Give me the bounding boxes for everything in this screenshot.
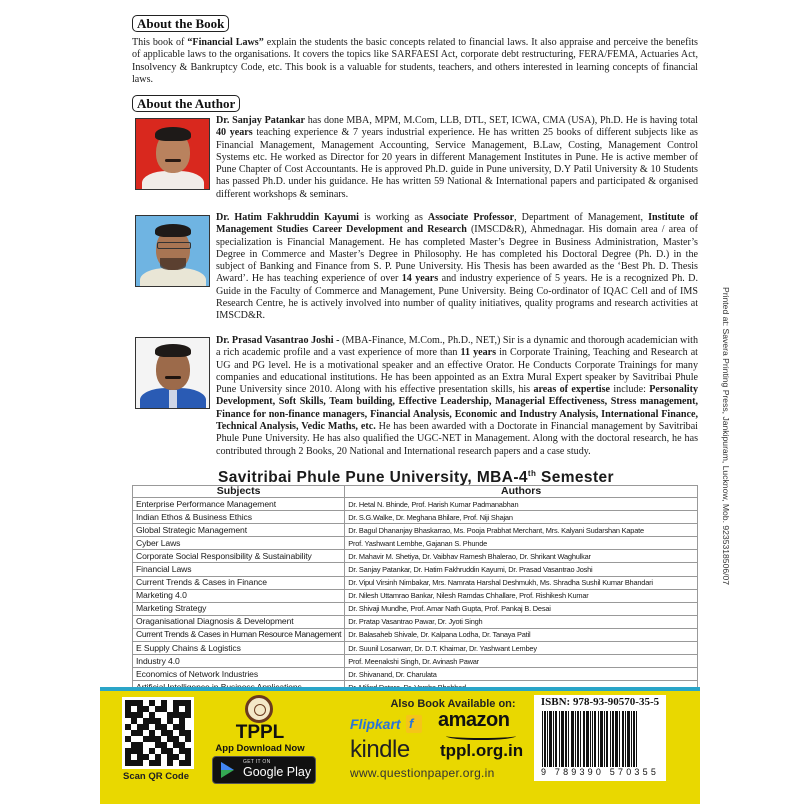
authors-cell: Dr. Pratap Vasantrao Pawar, Dr. Jyoti Singh bbox=[345, 615, 698, 628]
subject-cell: Economics of Network Industries bbox=[133, 668, 345, 681]
table-header-row bbox=[133, 486, 698, 498]
footer-band bbox=[100, 687, 700, 804]
authors-cell: Dr. Balasaheb Shivale, Dr. Kalpana Lodha, Dr. Tanaya Patil bbox=[345, 628, 698, 641]
about-book-text-rest: explain the students the basic concepts related to financial laws. It also appraise and perceive the benefits of applicable laws to the organisations. It covers the topics like SARFAESI Act, corporate debt restructuring, FERA/FEMA, Actuaries Act, Insolvency & Bankruptcy Code, etc. This book is a valuable for students, teachers, and others interested in learning concepts of financial laws. bbox=[132, 37, 698, 85]
table-row bbox=[133, 668, 698, 681]
author-3 bbox=[132, 335, 698, 467]
bio-highlight: 14 years bbox=[401, 273, 439, 285]
subject-cell: Oraganisational Diagnosis & Development bbox=[133, 615, 345, 628]
column-header-authors: Authors bbox=[345, 486, 698, 498]
authors-cell: Dr. Mahavir M. Shetiya, Dr. Vaibhav Ramesh Bhalerao, Dr. Shrikant Waghulkar bbox=[345, 550, 698, 563]
subject-cell: Current Trends & Cases in Finance bbox=[133, 576, 345, 589]
bio-highlight: Personality Development, Soft Skills, Team building, Effective Leadership, Managerial Effectiveness, Stress management, Finance for non-finance managers, Financial Analysis, Economic and Industry Analysis, International Finance, Technical Analysis, Vedic Maths, etc. bbox=[216, 384, 698, 433]
author-photo-3 bbox=[135, 337, 210, 409]
subject-cell: Cyber Laws bbox=[133, 537, 345, 550]
book-title-inline: “Financial Laws” bbox=[187, 37, 264, 48]
flipkart-bag-icon bbox=[406, 715, 422, 733]
bio-highlight: Institute of Management Studies Career Development and Research bbox=[216, 212, 698, 236]
table-row bbox=[133, 628, 698, 641]
about-book-text bbox=[132, 37, 698, 86]
tppl-website-link[interactable]: tppl.org.in bbox=[440, 741, 524, 760]
bio-text: include: bbox=[610, 384, 650, 396]
google-play-icon-accent bbox=[221, 762, 234, 770]
subject-cell: Global Strategic Management bbox=[133, 524, 345, 537]
isbn-barcode bbox=[534, 695, 666, 781]
author-2-bio bbox=[216, 212, 698, 323]
subject-cell: Enterprise Performance Management bbox=[133, 498, 345, 511]
bio-text: and industry experience of 5 years. He is a recognized Ph. D. Guide in the Faculty of Commerce and Management, Pune University. Being Co-ordinator of IQAC Cell and of IMS Research Centre, he is actively involved into number of quality initiatives, quality programs and research activities at IMSCD&R. bbox=[216, 273, 698, 322]
authors-cell: Dr. Shivanand, Dr. Charulata bbox=[345, 668, 698, 681]
author-3-bio bbox=[216, 335, 698, 458]
authors-cell: Dr. Nilesh Uttamrao Bankar, Nilesh Ramdas Chhallare, Prof. Rishikesh Kumar bbox=[345, 589, 698, 602]
questionpaper-website-link[interactable]: www.questionpaper.org.in bbox=[350, 766, 495, 780]
table-row bbox=[133, 537, 698, 550]
barcode-icon bbox=[542, 711, 658, 767]
bio-text: teaching experience & 7 years industrial experience. He has written 25 books of different subjects like as Financial Management, Management Accounting, Service Management, B.Law, Costing, Management Control Systems etc. He worked as Director for 20 years in different Management Institutes in Pune. He is active member of Pune Chapter of Cost Accountants. He is approved Ph.D. guide in Pune university, D.Y Patil University & 10 Students has passed Ph.D. under his guidance. He has written 59 National & International papers and participated & organised different workshops & seminars. bbox=[216, 127, 698, 200]
bio-highlight: areas of expertise bbox=[533, 384, 611, 396]
bio-text: He has been awarded with a Doctorate in Financial management by Savitribai Phule Pune University. He has also qualified the UGC-NET in Management. Along with the doctoral research, he has contributed through 2 Books, 20 National and International research papers and a case study. bbox=[216, 421, 698, 457]
bio-highlight: Associate Professor bbox=[427, 212, 515, 223]
table-row bbox=[133, 602, 698, 615]
amazon-logo[interactable]: amazon bbox=[438, 709, 510, 731]
printer-credit bbox=[716, 287, 731, 650]
authors-cell: Dr. Vipul Virsinh Nimbakar, Mrs. Namrata Harshal Deshmukh, Ms. Shradha Sushil Kumar Bhandari bbox=[345, 576, 698, 589]
syllabus-title-sup: th bbox=[527, 469, 537, 478]
bio-text: in Corporate Training, Teaching and Research at UG and PG level. He is a motivational speaker and an effective Orator. He Conducts Corporate Trainings for many companies and educational institutions. He has been appointed as an Extra Mural Expert speaker by Savitribai Phule Pune University since 2010. Along with his effective presentation skills, his bbox=[216, 347, 698, 396]
subject-cell: Financial Laws bbox=[133, 563, 345, 576]
authors-cell: Dr. Hetal N. Bhinde, Prof. Harish Kumar Padmanabhan bbox=[345, 498, 698, 511]
syllabus-title-main: Savitribai Phule Pune University, MBA-4 bbox=[218, 469, 528, 487]
authors-cell: Dr. S.G.Walke, Dr. Meghana Bhilare, Prof. Niji Shajan bbox=[345, 511, 698, 524]
bio-text: , Department of Management, bbox=[514, 212, 649, 223]
tppl-logo-icon bbox=[245, 695, 273, 723]
syllabus-title-end: Semester bbox=[536, 469, 614, 487]
table-row bbox=[133, 589, 698, 602]
authors-cell: Prof. Yashwant Lembhe, Gajanan S. Phunde bbox=[345, 537, 698, 550]
authors-cell: Dr. Sanjay Patankar, Dr. Hatim Fakhruddin Kayumi, Dr. Prasad Vasantrao Joshi bbox=[345, 563, 698, 576]
subject-cell: Current Trends & Cases in Human Resource Management bbox=[133, 628, 345, 641]
google-play-label: Google Play bbox=[243, 765, 312, 779]
table-row bbox=[133, 655, 698, 668]
author-3-name: Dr. Prasad Vasantrao Joshi - bbox=[216, 335, 340, 346]
subject-cell: Marketing Strategy bbox=[133, 602, 345, 615]
isbn-label: ISBN: 978-93-90570-35-5 bbox=[540, 696, 660, 708]
table-row bbox=[133, 615, 698, 628]
subject-cell: Industry 4.0 bbox=[133, 655, 345, 668]
subject-cell: Indian Ethos & Business Ethics bbox=[133, 511, 345, 524]
table-row bbox=[133, 524, 698, 537]
table-row bbox=[133, 576, 698, 589]
bio-text: is working as bbox=[358, 212, 428, 223]
authors-cell: Dr. Shivaji Mundhe, Prof. Amar Nath Gupta, Prof. Pankaj B. Desai bbox=[345, 602, 698, 615]
table-row bbox=[133, 563, 698, 576]
amazon-smile-icon bbox=[446, 732, 516, 740]
bio-highlight: 11 years bbox=[460, 347, 497, 359]
authors-cell: Prof. Meenakshi Singh, Dr. Avinash Pawar bbox=[345, 655, 698, 668]
bio-text: has done MBA, MPM, M.Com, LLB, DTL, SET, ICWA, CMA (USA), Ph.D. He is having total bbox=[304, 115, 698, 126]
qr-label: Scan QR Code bbox=[123, 771, 189, 782]
author-photo-1 bbox=[135, 118, 210, 190]
author-2-name: Dr. Hatim Fakhruddin Kayumi bbox=[216, 212, 359, 223]
table-row bbox=[133, 511, 698, 524]
printer-credit-text: Printed at: Savera Printing Press, Jankipuram, Lucknow, Mob. 9235318506/07 bbox=[721, 287, 731, 586]
table-row bbox=[133, 642, 698, 655]
qr-code-icon bbox=[125, 700, 191, 766]
author-1-bio bbox=[216, 115, 698, 201]
flipkart-logo[interactable]: Flipkart bbox=[350, 716, 401, 732]
google-play-button[interactable] bbox=[212, 756, 316, 784]
author-1 bbox=[132, 115, 698, 205]
bio-highlight: 40 years bbox=[216, 127, 253, 139]
available-on-heading: Also Book Available on: bbox=[390, 698, 516, 710]
flipkart-glyph: f bbox=[409, 716, 414, 731]
app-download-cta: App Download Now bbox=[215, 743, 305, 754]
author-photo-2 bbox=[135, 215, 210, 287]
subject-cell: E Supply Chains & Logistics bbox=[133, 642, 345, 655]
isbn-digits: 9 789390 570355 bbox=[540, 767, 660, 777]
subject-cell: Marketing 4.0 bbox=[133, 589, 345, 602]
author-1-name: Dr. Sanjay Patankar bbox=[216, 115, 305, 126]
publisher-name: TPPL bbox=[235, 722, 285, 743]
authors-cell: Dr. Bagul Dhananjay Bhaskarrao, Ms. Pooja Prabhat Merchant, Mrs. Kalyani Sudarshan Kapate bbox=[345, 524, 698, 537]
about-book-text-intro: This book of bbox=[132, 37, 188, 48]
google-play-small-label: GET IT ON bbox=[243, 759, 271, 765]
about-book-heading: About the Book bbox=[132, 15, 229, 32]
kindle-logo[interactable]: kindle bbox=[350, 736, 410, 763]
bio-text: (IMSCD&R), Ahmednagar. His domain area / area of specialization is Financial Management. He has completed Master’s Degree in Business Administration, Master’s Degree in Commerce and Master’s Degree in Philosophy. He has completed his Doctoral Degree (Ph. D.) in the subject of Banking and Finance from S. P. Pune University. His Thesis has been awarded as the ‘Best Ph. D. Thesis Award’. He has teaching experience of over bbox=[216, 224, 698, 285]
subject-cell: Corporate Social Responsibility & Sustainability bbox=[133, 550, 345, 563]
table-row bbox=[133, 550, 698, 563]
authors-cell: Dr. Suunil Losarwarr, Dr. D.T. Khairnar, Dr. Yashwant Lembey bbox=[345, 642, 698, 655]
column-header-subjects: Subjects bbox=[133, 486, 345, 498]
bio-text: (MBA-Finance, M.Com., Ph.D., NET,) Sir is a dynamic and thorough academician with a rich academic profile and a vast experience of more than bbox=[216, 335, 698, 359]
qr-code[interactable] bbox=[122, 697, 194, 769]
author-2 bbox=[132, 212, 698, 328]
about-author-heading: About the Author bbox=[132, 95, 240, 112]
table-row bbox=[133, 498, 698, 511]
subjects-table bbox=[132, 485, 698, 694]
